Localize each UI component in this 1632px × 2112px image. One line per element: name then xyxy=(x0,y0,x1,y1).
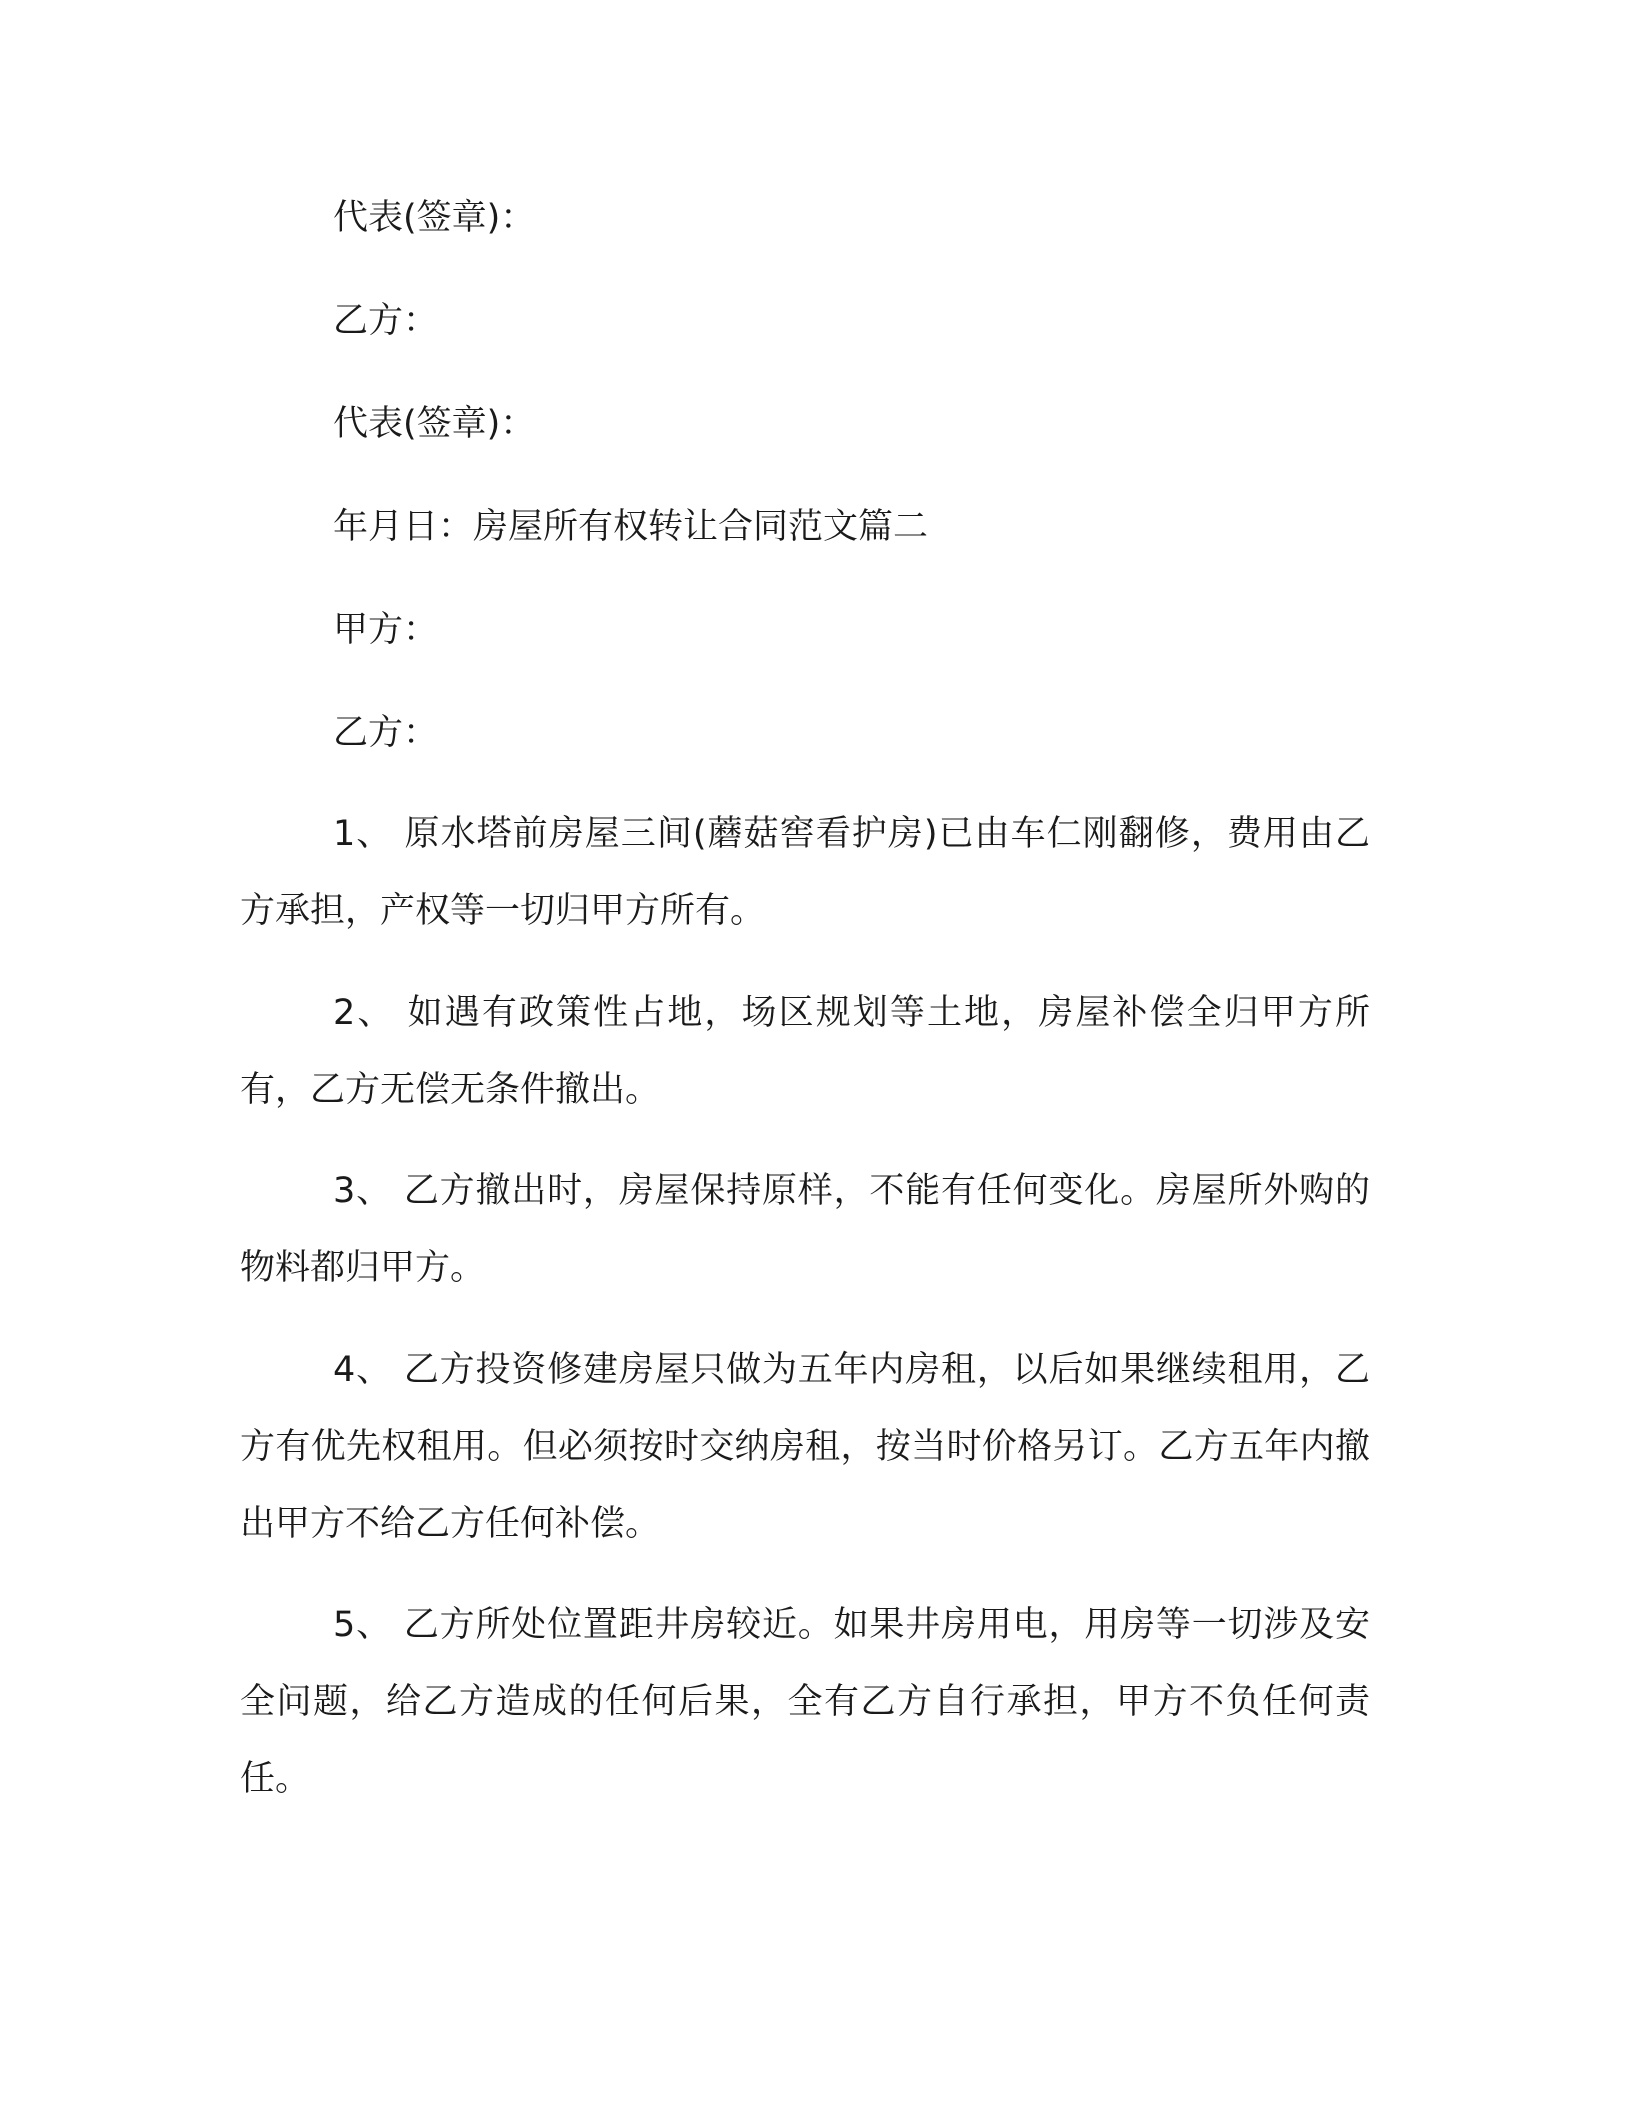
clause-5: 5、 乙方所处位置距井房较近。如果井房用电，用房等一切涉及安全问题，给乙方造成的任何后果，全有乙方自行承担，甲方不负任何责任。 xyxy=(240,1605,1370,1799)
date-and-title-line: 年月日：房屋所有权转让合同范文篇二 xyxy=(333,507,929,547)
party-b-line: 乙方： xyxy=(333,301,439,341)
representative-signature-line: 代表(签章)： xyxy=(333,198,536,238)
clause-3: 3、 乙方撤出时，房屋保持原样，不能有任何变化。房屋所外购的物料都归甲方。 xyxy=(240,1171,1370,1288)
party-a-line: 甲方： xyxy=(333,610,439,650)
representative-signature-line-2: 代表(签章)： xyxy=(333,404,536,444)
clause-4: 4、 乙方投资修建房屋只做为五年内房租，以后如果继续租用，乙方有优先权租用。但必须按时交纳房租，按当时价格另订。乙方五年内撤出甲方不给乙方任何补偿。 xyxy=(240,1350,1370,1544)
clause-1: 1、 原水塔前房屋三间(蘑菇窖看护房)已由车仁刚翻修，费用由乙方承担，产权等一切归甲方所有。 xyxy=(240,814,1370,931)
party-b-line-2: 乙方： xyxy=(333,713,439,753)
clause-2: 2、 如遇有政策性占地，场区规划等土地，房屋补偿全归甲方所有，乙方无偿无条件撤出。 xyxy=(240,993,1370,1110)
